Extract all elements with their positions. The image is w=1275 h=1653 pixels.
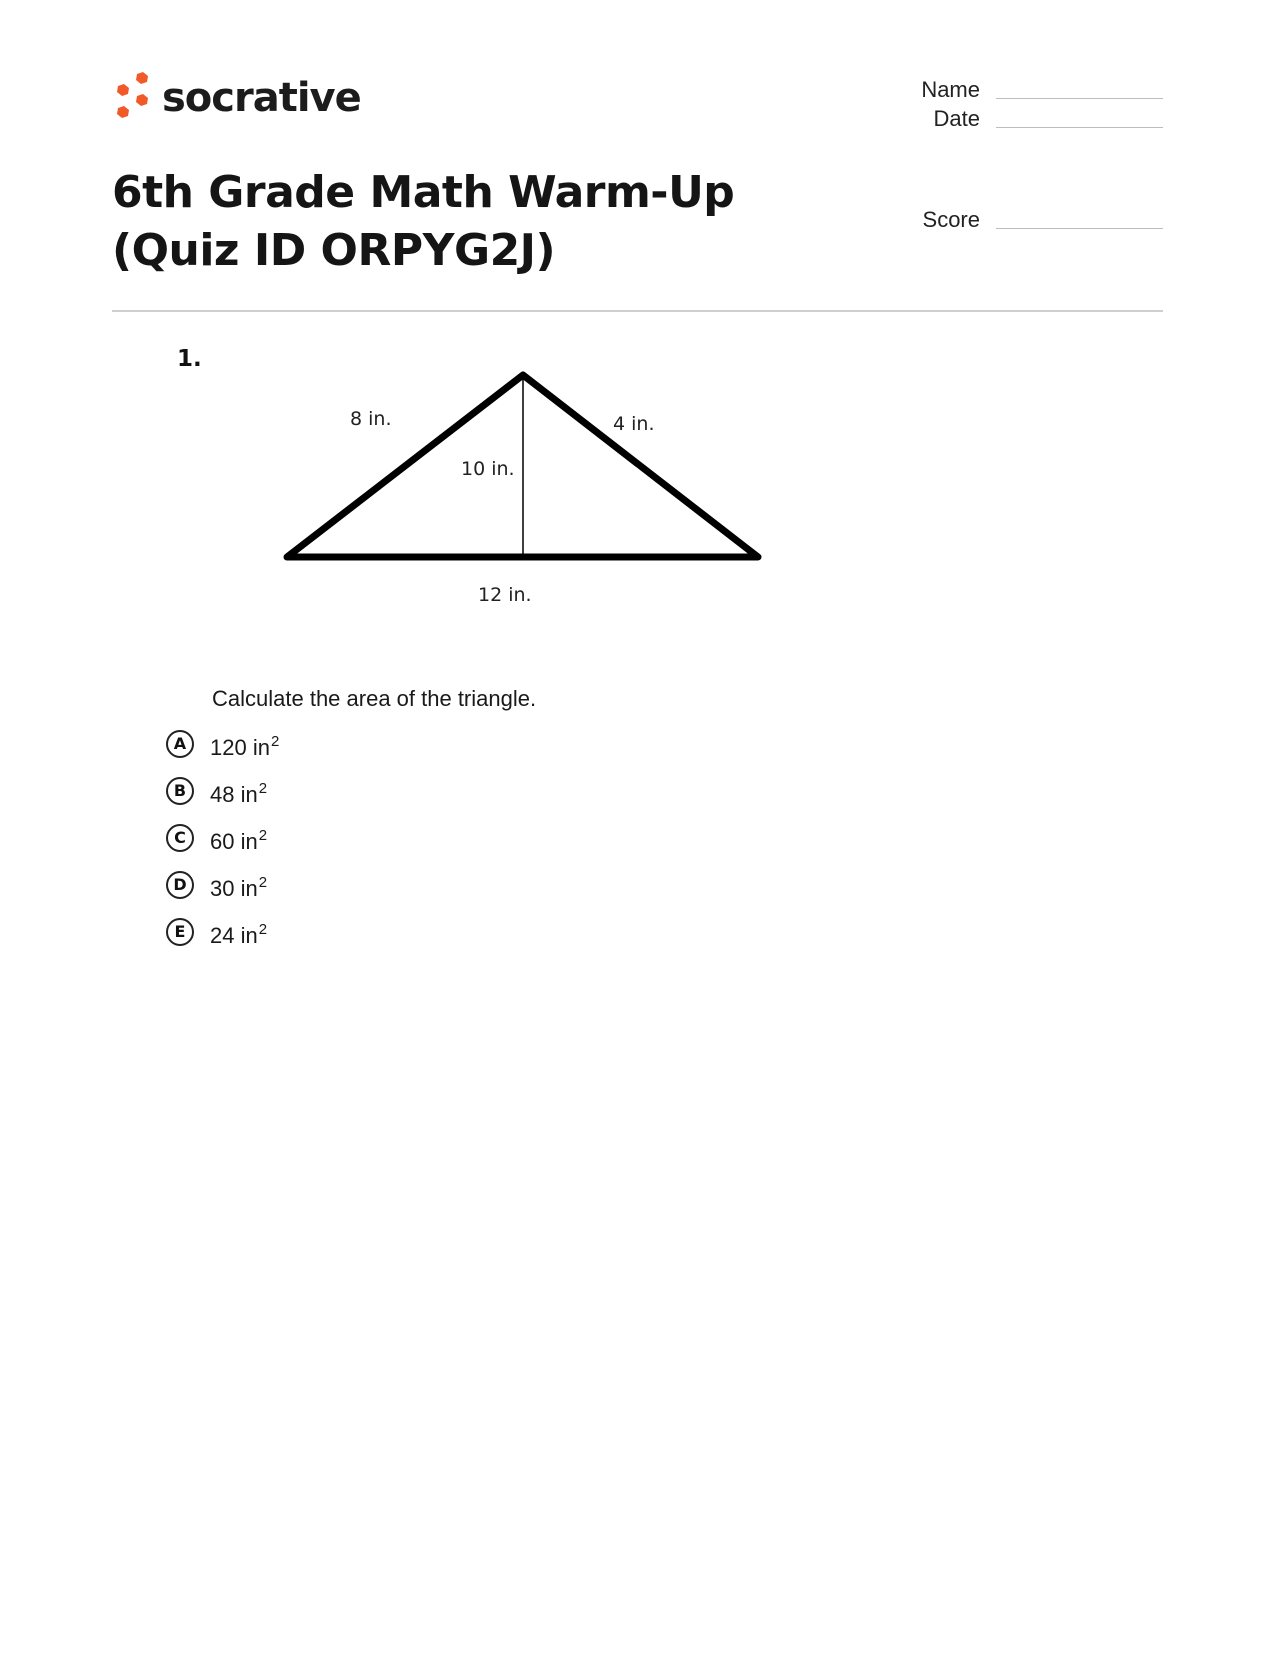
choice-e-bubble[interactable]: E (166, 918, 194, 946)
choice-d-text: 30 $in^2$ (210, 873, 268, 901)
choice-e-text: 24 $in^2$ (210, 920, 268, 948)
quiz-title: 6th Grade Math Warm-Up (Quiz ID ORPYG2J) (112, 167, 735, 276)
name-label: Name (921, 77, 980, 102)
triangle-diagram (270, 360, 790, 620)
score-label: Score (922, 207, 980, 232)
question-number: 1. (177, 346, 202, 372)
name-field[interactable] (996, 98, 1163, 99)
answer-choices (166, 720, 279, 955)
socrative-logo (112, 72, 361, 124)
choice-a[interactable] (166, 720, 279, 767)
height-label: 10 in. (461, 458, 515, 480)
brand-name: socrative (162, 75, 361, 121)
date-field[interactable] (996, 127, 1163, 128)
date-label: Date (933, 106, 980, 131)
choice-d-bubble[interactable]: D (166, 871, 194, 899)
right-side-label: 4 in. (613, 413, 655, 435)
base-label: 12 in. (478, 584, 532, 606)
score-field[interactable] (996, 228, 1163, 229)
choice-d[interactable] (166, 861, 279, 908)
choice-b[interactable] (166, 767, 279, 814)
question-prompt: Calculate the area of the triangle. (212, 686, 537, 711)
socrative-hexagon-logo-icon (112, 72, 152, 124)
choice-a-text: 120 $in^2$ (210, 732, 280, 760)
choice-e[interactable] (166, 908, 279, 955)
choice-c[interactable] (166, 814, 279, 861)
choice-b-text: 48 $in^2$ (210, 779, 268, 807)
choice-b-bubble[interactable]: B (166, 777, 194, 805)
triangle-figure (270, 360, 790, 620)
choice-a-bubble[interactable]: A (166, 730, 194, 758)
choice-c-text: 60 $in^2$ (210, 826, 268, 854)
choice-c-bubble[interactable]: C (166, 824, 194, 852)
left-side-label: 8 in. (350, 408, 392, 430)
header-divider (112, 310, 1163, 312)
